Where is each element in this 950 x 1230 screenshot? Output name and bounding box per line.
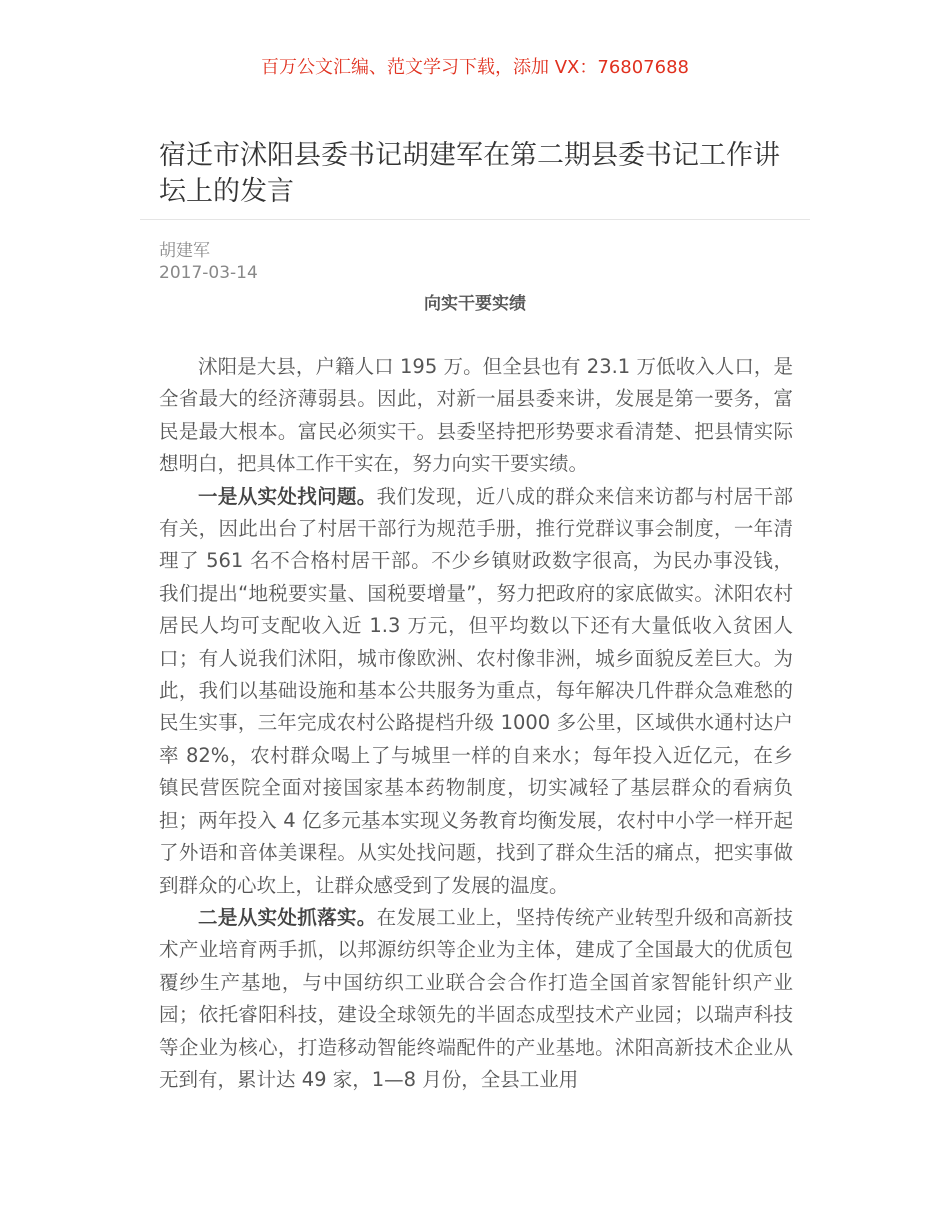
paragraph-text: 沭阳是大县，户籍人口 195 万。但全县也有 23.1 万低收入人口，是全省最大的经济薄弱县。因此，对新一届县委来讲，发展是第一要务，富民是最大根本。富民必须实干。县委坚持把形势要求看清楚、把县情实际想明白，把具体工作干实在，努力向实干要实绩。 (159, 355, 793, 476)
article-author: 胡建军 (159, 241, 210, 261)
article-subtitle: 向实干要实绩 (424, 294, 526, 314)
paragraph-text: 我们发现，近八成的群众来信来访都与村居干部有关，因此出台了村居干部行为规范手册，推行党群议事会制度，一年清理了 561 名不合格村居干部。不少乡镇财政数字很高，为民办事没钱，我们提出“地税要实量、国税要增量”，努力把政府的家底做实。沭阳农村居民人均可支配收入近 1.3 万元，但平均数以下还有大量低收入贫困人口；有人说我们沭阳，城市像欧洲、农村像非洲，城乡面貌反差巨大。为此，我们以基础设施和基本公共服务为重点，每年解决几件群众急难愁的民生实事，三年完成农村公路提档升级 1000 多公里，区域供水通村达户率 82%，农村群众喝上了与城里一样的自来水；每年投入近亿元，在乡镇民营医院全面对接国家基本药物制度，切实减轻了基层群众的看病负担；两年投入 4 亿多元基本实现义务教育均衡发展，农村中小学一样开起了外语和音体美课程。从实处找问题，找到了群众生活的痛点，把实事做到群众的心坎上，让群众感受到了发展的温度。 (159, 484, 793, 897)
paragraph-lead: 一是从实处找问题。 (198, 484, 377, 508)
paragraph (159, 902, 793, 1096)
article-body (159, 351, 793, 1096)
article-date: 2017-03-14 (159, 263, 258, 283)
paragraph (159, 351, 793, 481)
article-title: 宿迁市沭阳县委书记胡建军在第二期县委书记工作讲坛上的发言 (159, 140, 780, 207)
paragraph-lead: 二是从实处抓落实。 (198, 905, 377, 929)
watermark-banner: 百万公文汇编、范文学习下载，添加 VX：76807688 (261, 57, 689, 78)
paragraph-text: 在发展工业上，坚持传统产业转型升级和高新技术产业培育两手抓，以邦源纺织等企业为主体，建成了全国最大的优质包覆纱生产基地，与中国纺织工业联合会合作打造全国首家智能针织产业园；依托睿阳科技，建设全球领先的半固态成型技术产业园；以瑞声科技等企业为核心，打造移动智能终端配件的产业基地。沭阳高新技术企业从无到有，累计达 49 家，1—8 月份，全县工业用 (159, 905, 793, 1091)
title-divider (140, 219, 810, 220)
paragraph (159, 481, 793, 902)
